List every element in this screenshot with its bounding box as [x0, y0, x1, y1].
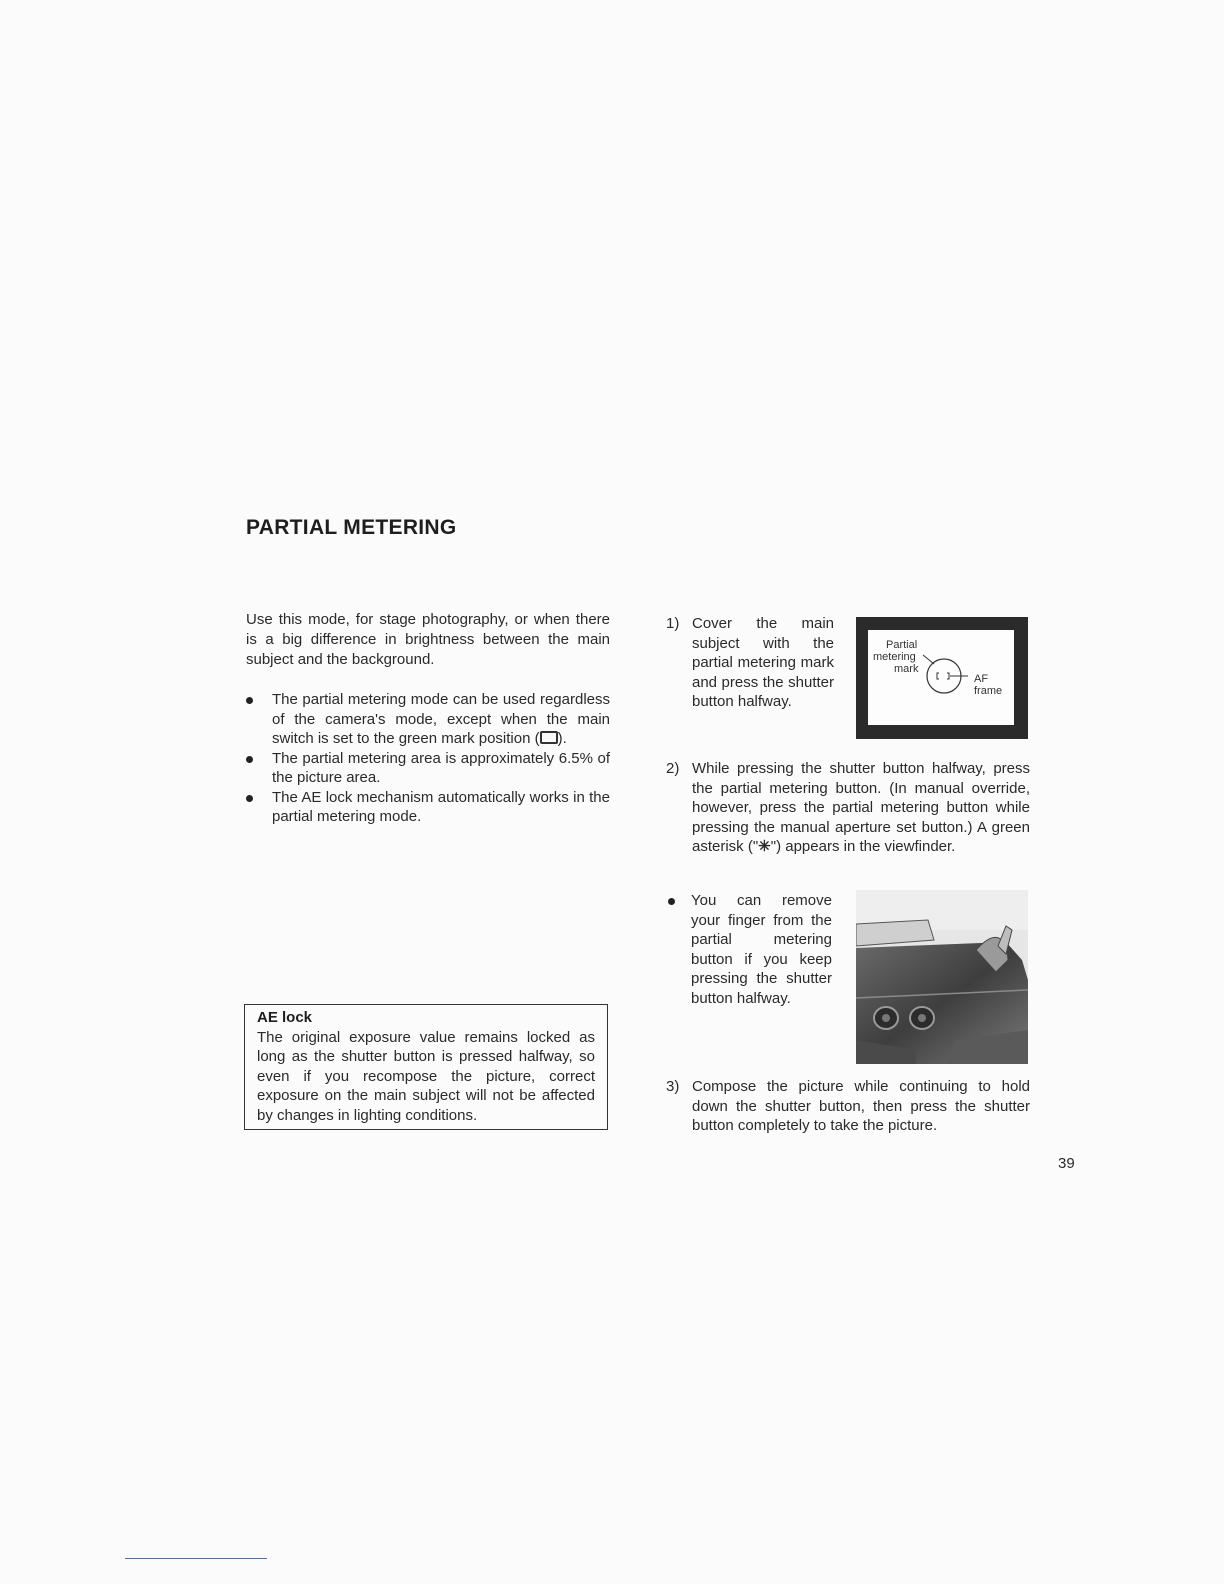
step-3-text: Compose the picture while continuing to hold down the shutter button, then press the shutter button completely to take the picture. — [692, 1078, 1030, 1134]
finger-note-text: You can remove your finger from the partial metering button if you keep pressing the shutter button halfway. — [691, 892, 832, 1007]
step-2-text — [692, 759, 1030, 857]
page-number: 39 — [1058, 1155, 1075, 1172]
bullet-dot — [668, 898, 675, 905]
af-frame-mark — [937, 673, 949, 679]
feature-bullet-list — [246, 690, 610, 827]
bullet-mode-text-end: ). — [557, 730, 567, 747]
ae-lock-box — [244, 1004, 608, 1130]
bullet-dot — [246, 697, 253, 704]
step-2-number: 2) — [666, 760, 680, 777]
viewfinder-diagram — [856, 617, 1028, 739]
bullet-ae-lock — [246, 788, 610, 827]
bottom-rule — [125, 1558, 267, 1559]
camera-photo — [856, 890, 1028, 1064]
ae-lock-title: AE lock — [257, 1009, 313, 1026]
bullet-area-text: The partial metering area is approximately 6.5% of the picture area. — [272, 749, 610, 786]
viewfinder-screen — [868, 630, 1014, 725]
step-2 — [666, 759, 1030, 879]
asterisk-icon: ✳ — [758, 838, 771, 855]
bullet-mode-text: The partial metering mode can be used regardless of the camera's mode, except when the main switch is set to the green mark position ( — [272, 691, 610, 747]
label-mark: mark — [894, 663, 919, 675]
finger-note — [666, 891, 836, 1011]
bullet-area — [246, 749, 610, 788]
bullet-ae-lock-text: The AE lock mechanism automatically works in the partial metering mode. — [272, 788, 610, 825]
step-2-text-start: While pressing the shutter button halfway, press the partial metering button. (In manual override, however, press the partial metering button while pressing the manual aperture set button.) A green asterisk (" — [692, 760, 1030, 855]
green-mark-icon — [540, 731, 558, 744]
step-3 — [666, 1077, 1030, 1147]
bullet-dot — [246, 756, 253, 763]
ae-lock-body: The original exposure value remains locked as long as the shutter button is pressed halfway, so even if you recompose the picture, correct exposure on the main subject will not be affected by changes in lighting conditions. — [257, 1028, 595, 1124]
step-3-number: 3) — [666, 1078, 680, 1095]
page-title: PARTIAL METERING — [246, 516, 457, 539]
step-1-number: 1) — [666, 615, 680, 632]
label-frame: frame — [974, 685, 1003, 697]
viewfinder-illustration — [868, 630, 1014, 725]
step-1 — [666, 614, 836, 734]
bullet-mode — [246, 690, 610, 749]
step-2-text-end: ") appears in the viewfinder. — [770, 838, 956, 855]
label-partial: Partial — [886, 639, 918, 651]
step-1-text: Cover the main subject with the partial metering mark and press the shutter button halfway. — [692, 615, 834, 710]
label-metering: metering — [873, 651, 916, 663]
bullet-dot — [246, 795, 253, 802]
label-af: AF — [974, 673, 989, 685]
metering-leader-line — [923, 655, 934, 664]
intro-paragraph: Use this mode, for stage photography, or when there is a big difference in brightness between the main subject and the background. — [246, 611, 610, 668]
